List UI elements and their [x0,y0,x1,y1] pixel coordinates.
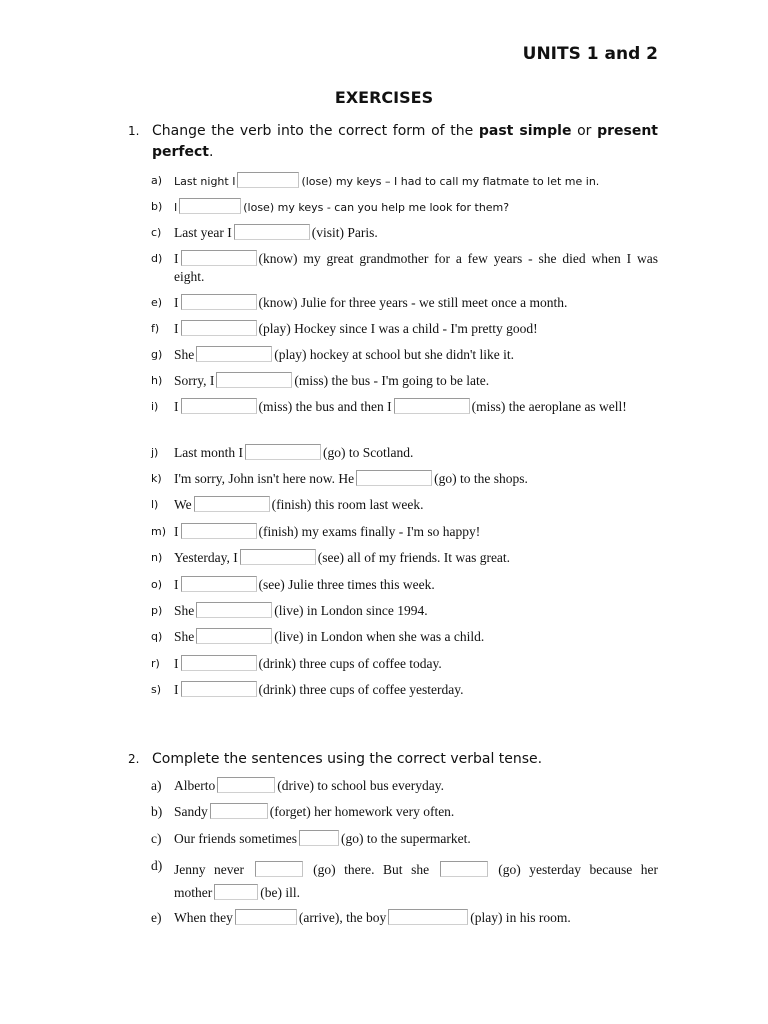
item-text: I [174,251,179,266]
item-label: c) [151,831,162,846]
item-label: c) [151,226,162,239]
item-text: I'm sorry, John isn't here now. He [174,471,355,486]
exercise-1m [151,523,658,541]
page-title: EXERCISES [334,88,434,107]
item-text: (drink) three cups of coffee today. [258,656,442,671]
item-text: Last year I [174,225,232,240]
item-text: (go) to Scotland. [323,445,414,460]
item-text: (miss) the bus - I'm going to be late. [294,373,490,388]
item-text: She [174,347,195,362]
question-2-instruction: Complete the sentences using the correct verbal tense. [152,751,543,767]
item-text: I [174,524,179,539]
answer-field[interactable] [196,346,272,362]
answer-field[interactable] [179,198,241,214]
answer-field[interactable] [235,909,297,925]
item-text: (forget) her homework very often. [269,804,455,819]
exercise-1g [151,346,658,364]
item-text: (see) all of my friends. It was great. [317,550,511,565]
item-text: (arrive), the boy [298,910,387,925]
item-text: (see) Julie three times this week. [258,577,435,592]
answer-field[interactable] [394,398,470,414]
exercise-1i [151,398,658,416]
question-1-instruction: Change the verb into the correct form of the past simple or present perfect. [152,123,659,160]
item-label: h) [151,374,163,387]
item-text: I [174,399,179,414]
answer-field[interactable] [181,576,257,592]
exercise-1e [151,294,658,312]
item-text: She [174,629,195,644]
item-text: (know) Julie for three years - we still meet once a month. [258,295,568,310]
item-label: d) [151,858,163,873]
exercise-1n [151,549,658,567]
answer-field[interactable] [240,549,316,565]
answer-field[interactable] [181,320,257,336]
item-text: (finish) this room last week. [271,497,424,512]
exercise-1k [151,470,658,488]
answer-field[interactable] [234,224,310,240]
answer-field[interactable] [181,681,257,697]
item-label: q) [151,630,163,643]
exercise-2e [151,909,658,927]
item-text: We [174,497,192,512]
item-label: e) [151,910,162,925]
exercise-1h [151,372,658,390]
item-label: k) [151,472,162,485]
item-text: (lose) my keys – I had to call my flatmate to let me in. [301,175,600,188]
item-label: a) [151,778,162,793]
item-label: e) [151,296,163,309]
item-label: i) [151,400,159,413]
exercise-1f [151,320,658,338]
answer-field[interactable] [181,250,257,266]
exercise-1o [151,576,658,594]
item-label: m) [151,525,167,538]
item-label: g) [151,348,163,361]
answer-field[interactable] [194,496,270,512]
item-text: Last night I [174,175,236,188]
answer-field[interactable] [181,655,257,671]
item-label: j) [151,446,159,459]
item-text: (go) yesterday because her [498,862,659,877]
exercise-1q [151,628,658,646]
answer-field[interactable] [181,523,257,539]
exercise-2d [151,857,658,902]
item-label: p) [151,604,163,617]
answer-field[interactable] [181,398,257,414]
item-text: (play) hockey at school but she didn't like it. [274,347,515,362]
answer-field[interactable] [216,372,292,388]
item-label: a) [151,174,163,187]
item-text: She [174,603,195,618]
question-1 [128,121,658,163]
item-label: r) [151,657,160,670]
item-text: Alberto [174,778,216,793]
item-text: Last month I [174,445,243,460]
answer-field[interactable] [255,861,303,877]
exercise-1l [151,496,658,514]
item-text: (miss) the aeroplane as well! [471,399,627,414]
exercise-1s [151,681,658,699]
answer-field[interactable] [196,628,272,644]
answer-field[interactable] [245,444,321,460]
item-text: Jenny never [174,862,245,877]
item-label: l) [151,498,159,511]
answer-field[interactable] [210,803,268,819]
question-2 [128,749,658,770]
item-label: o) [151,578,163,591]
answer-field[interactable] [388,909,468,925]
question-1-number: 1. [128,124,140,138]
item-text: (know) my great grandmother for a few years - she died when I was eight. [174,251,658,284]
item-text: I [174,577,179,592]
item-text: (lose) my keys - can you help me look for them? [243,201,510,214]
exercise-1j [151,444,658,462]
item-text: (visit) Paris. [311,225,378,240]
answer-field[interactable] [237,172,299,188]
answer-field[interactable] [440,861,488,877]
item-text: (live) in London since 1994. [274,603,428,618]
item-text: I [174,201,178,214]
item-label: n) [151,551,163,564]
item-text: I [174,682,179,697]
item-label: f) [151,322,160,335]
item-text: Sandy [174,804,208,819]
answer-field[interactable] [196,602,272,618]
item-text: Sorry, I [174,373,215,388]
exercise-2a [151,777,658,795]
item-text: (go) there. But she [313,862,430,877]
exercise-1r [151,655,658,673]
item-text: (finish) my exams finally - I'm so happy! [258,524,481,539]
item-text: When they [174,910,233,925]
item-text: (be) ill. [260,885,300,900]
item-text: (live) in London when she was a child. [274,629,485,644]
exercise-1p [151,602,658,620]
item-text: I [174,321,179,336]
answer-field[interactable] [356,470,432,486]
units-header: UNITS 1 and 2 [522,44,658,64]
item-text: Yesterday, I [174,550,238,565]
item-text: I [174,656,179,671]
exercise-2b [151,803,658,821]
item-text: (go) to the supermarket. [340,831,471,846]
item-text: (play) in his room. [470,910,571,925]
item-label: d) [151,252,163,265]
item-text: I [174,295,179,310]
exercise-2c [151,830,658,848]
exercise-1c [151,224,658,242]
exercise-1a [151,172,658,191]
question-2-number: 2. [128,752,140,766]
exercise-1d [151,250,658,286]
answer-field[interactable] [299,830,339,846]
answer-field[interactable] [181,294,257,310]
item-text: (go) to the shops. [434,471,528,486]
answer-field[interactable] [217,777,275,793]
item-text: (drive) to school bus everyday. [277,778,444,793]
item-text: (miss) the bus and then I [258,399,392,414]
item-text: (drink) three cups of coffee yesterday. [258,682,464,697]
item-label: s) [151,683,162,696]
item-text: Our friends sometimes [174,831,297,846]
item-text: (play) Hockey since I was a child - I'm pretty good! [258,321,538,336]
item-label: b) [151,804,163,819]
exercise-1b [151,198,658,217]
answer-field[interactable] [214,884,258,900]
item-text: mother [174,885,213,900]
item-label: b) [151,200,163,213]
